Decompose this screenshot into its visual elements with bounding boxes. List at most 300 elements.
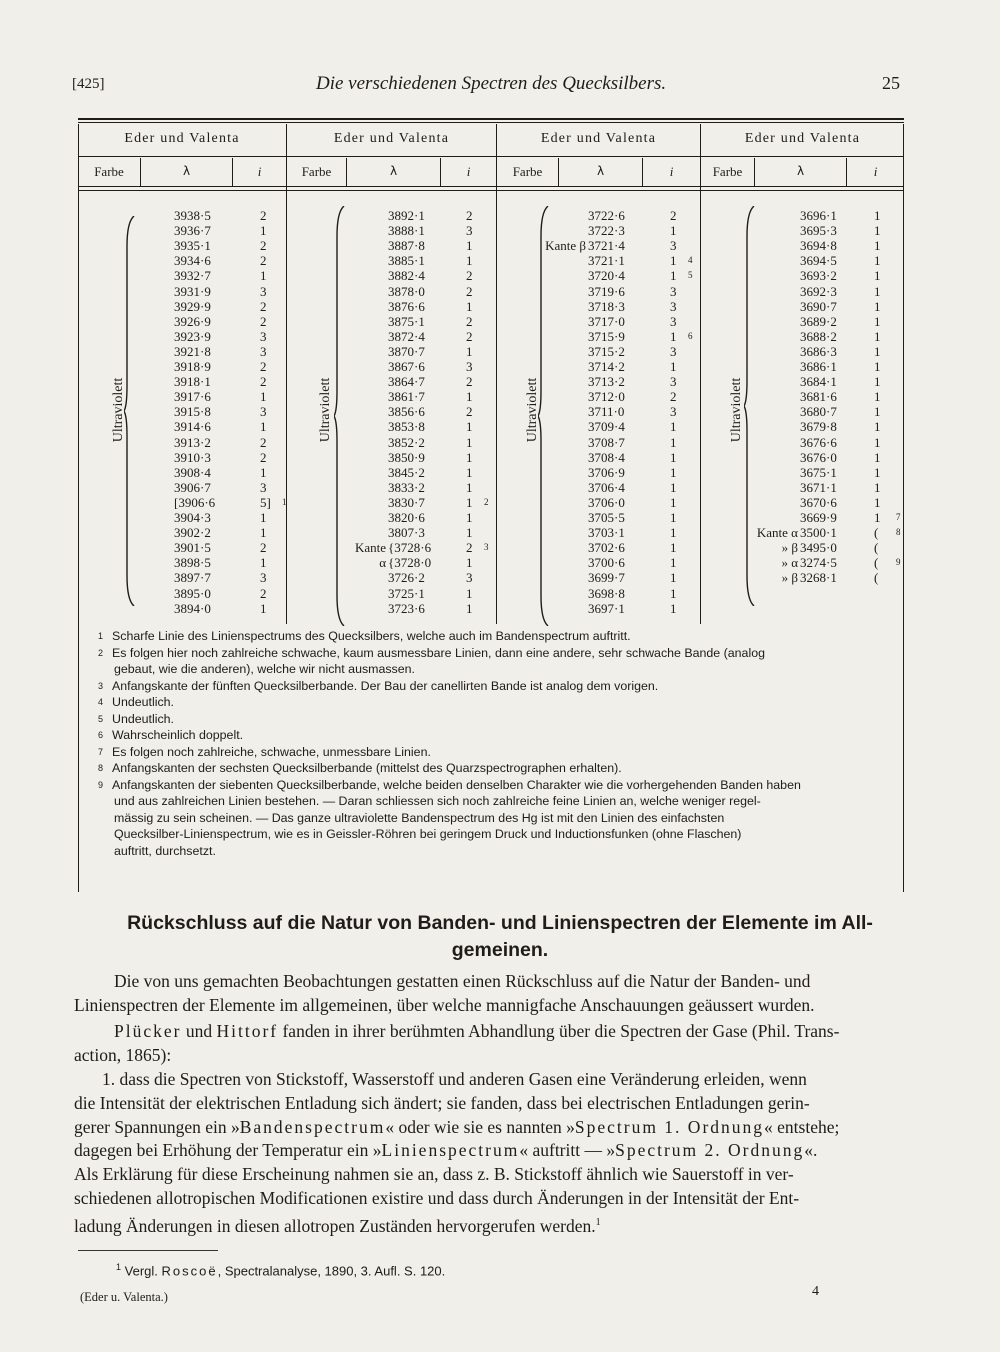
group-title: Eder und Valenta — [744, 131, 861, 146]
wavelength-value: 3904·3 — [174, 510, 211, 525]
wavelength-value: 3670·6 — [800, 494, 837, 510]
wavelength-value: 3706·9 — [588, 464, 625, 480]
table-row — [78, 253, 904, 268]
intensity-value: 3 — [466, 570, 473, 586]
table-row — [78, 284, 904, 299]
wavelength-value: 3917·6 — [174, 389, 211, 405]
table-top-rule — [78, 118, 904, 120]
wavelength-value: 3686·3 — [800, 343, 837, 359]
intensity-value: 2 — [466, 404, 473, 420]
wavelength-value: 3929·9 — [174, 298, 211, 314]
wavelength-value: 3878·0 — [388, 283, 425, 299]
table-row — [78, 465, 904, 480]
intensity-value: 1 — [466, 298, 473, 314]
wavelength-value: 3694·8 — [800, 238, 837, 254]
wavelength-value: 3717·0 — [588, 313, 625, 329]
table-footnote-continued: mässig zu sein scheinen. — Das ganze ultraviolette Bandenspectrum des Hg ist mit den Linien des einfachsten — [114, 810, 725, 825]
group-title: Eder und Valenta — [333, 131, 450, 146]
intensity-value: 1 — [260, 525, 267, 541]
wavelength-value: 3718·3 — [588, 298, 625, 314]
intensity-value: 3 — [260, 328, 267, 344]
table-row — [78, 586, 904, 601]
wavelength-value: 3892·1 — [388, 208, 425, 223]
spectral-lines-table — [78, 112, 904, 892]
intensity-value: 2 — [260, 449, 267, 465]
footnote-marker: 1 — [595, 1216, 601, 1228]
wavelength-value: 3725·1 — [388, 585, 425, 601]
table-row — [78, 419, 904, 434]
paragraph-2: Plücker und Hittorf fanden in ihrer berühmten Abhandlung über die Spectren der Gase (Phil. Trans- action, 1865): — [74, 1021, 840, 1065]
intensity-value: 2 — [466, 208, 473, 223]
table-row — [78, 555, 904, 570]
footnote-marker: 3 — [484, 542, 489, 553]
wavelength-value: 3830·7 — [388, 494, 425, 510]
row-label: Kante β — [545, 238, 586, 254]
col-header-intensity: i — [257, 164, 262, 179]
intensity-value: 1 — [466, 238, 473, 254]
wavelength-value: 3721·4 — [588, 238, 625, 254]
wavelength-value: 3867·6 — [388, 359, 425, 374]
wavelength-value: 3708·7 — [588, 434, 625, 450]
intensity-value: 1 — [466, 600, 473, 616]
wavelength-value: 3686·1 — [800, 359, 837, 374]
wavelength-value: 3675·1 — [800, 464, 837, 480]
wavelength-value: 3714·2 — [588, 359, 625, 374]
table-row — [78, 540, 904, 555]
footnote-marker: 5 — [688, 270, 693, 281]
wavelength-value: 3936·7 — [174, 223, 211, 239]
wavelength-value: 3926·9 — [174, 313, 211, 329]
wavelength-value: 3876·6 — [388, 298, 425, 314]
row-label: Kante α — [756, 525, 798, 541]
wavelength-value: 3709·4 — [588, 419, 625, 435]
table-row — [78, 450, 904, 465]
intensity-value: 3 — [670, 404, 677, 420]
wavelength-value: 3703·1 — [588, 525, 625, 541]
table-row — [78, 238, 904, 253]
intensity-value: 1 — [670, 585, 677, 601]
wavelength-value: 3500·1 — [800, 525, 837, 541]
wavelength-value: 3938·5 — [174, 208, 211, 223]
table-row — [78, 435, 904, 450]
intensity-value: 1 — [874, 253, 881, 269]
farbe-ultraviolett-label: Ultraviolett — [111, 377, 126, 443]
col-header-farbe: Farbe — [94, 164, 124, 179]
header-divider — [78, 156, 904, 157]
wavelength-value: 3908·4 — [174, 464, 211, 480]
table-row — [78, 601, 904, 616]
intensity-value: 1 — [260, 223, 267, 239]
col-header-intensity: i — [873, 164, 878, 179]
table-footnote: 7 Es folgen noch zahlreiche, schwache, unmessbare Linien. — [98, 744, 431, 759]
intensity-value: 1 — [466, 479, 473, 495]
table-row — [78, 570, 904, 585]
intensity-value: 1 — [260, 555, 267, 571]
wavelength-value: 3914·6 — [174, 419, 211, 435]
intensity-value: 1 — [466, 343, 473, 359]
intensity-value: 1 — [874, 404, 881, 420]
wavelength-value: 3688·2 — [800, 328, 837, 344]
intensity-value: 1 — [670, 570, 677, 586]
intensity-value: ( — [874, 555, 879, 571]
wavelength-value: 3713·2 — [588, 374, 625, 390]
intensity-value: 2 — [466, 283, 473, 299]
table-footnote-continued: und aus zahlreichen Linien bestehen. — Daran schliessen sich noch zahlreiche feine Linien an, welche weniger regel- — [114, 794, 761, 808]
wavelength-value: 3897·7 — [174, 570, 211, 586]
wavelength-value: 3715·2 — [588, 343, 625, 359]
intensity-value: 1 — [466, 494, 473, 510]
wavelength-value: 3698·8 — [588, 585, 625, 601]
intensity-value: 1 — [260, 510, 267, 525]
intensity-value: 1 — [874, 313, 881, 329]
wavelength-value: 3689·2 — [800, 313, 837, 329]
row-label: α — [379, 555, 386, 571]
wavelength-value: 3695·3 — [800, 223, 837, 239]
intensity-value: 1 — [260, 600, 267, 616]
intensity-value: 2 — [260, 238, 267, 254]
table-footnote: 9 Anfangskanten der siebenten Quecksilberbande, welche beiden denselben Charakter wie die vorhergehenden Banden haben — [98, 777, 801, 792]
wavelength-value: 3887·8 — [388, 238, 425, 254]
intensity-value: 1 — [466, 449, 473, 465]
intensity-value: 2 — [466, 268, 473, 284]
col-header-intensity: i — [466, 164, 471, 179]
intensity-value: 5] — [260, 494, 271, 510]
wavelength-value: 3856·6 — [388, 404, 425, 420]
intensity-value: 2 — [466, 540, 473, 556]
intensity-value: 1 — [670, 510, 677, 525]
wavelength-value: 3932·7 — [174, 268, 211, 284]
intensity-value: 3 — [670, 343, 677, 359]
wavelength-value: 3723·6 — [388, 600, 425, 616]
farbe-ultraviolett-label: Ultraviolett — [729, 377, 744, 443]
signature-sheet-number: 4 — [812, 1284, 819, 1299]
table-footnote: 6 Wahrscheinlich doppelt. — [98, 728, 244, 742]
intensity-value: 1 — [670, 268, 677, 284]
wavelength-value: 3694·5 — [800, 253, 837, 269]
wavelength-value: 3681·6 — [800, 389, 837, 405]
farbe-ultraviolett-label: Ultraviolett — [318, 377, 333, 443]
wavelength-value: 3705·5 — [588, 510, 625, 525]
intensity-value: 1 — [260, 419, 267, 435]
intensity-value: 1 — [466, 585, 473, 601]
col-header-lambda: λ — [182, 164, 191, 178]
wavelength-value: 3712·0 — [588, 389, 625, 405]
table-row — [78, 374, 904, 389]
wavelength-value: {3728·0 — [388, 555, 432, 571]
wavelength-value: 3697·1 — [588, 600, 625, 616]
wavelength-value: 3274·5 — [800, 555, 837, 571]
intensity-value: 1 — [874, 208, 881, 223]
intensity-value: 1 — [874, 223, 881, 239]
wavelength-value: 3864·7 — [388, 374, 425, 390]
section-heading: Rückschluss auf die Natur von Banden- und Linienspectren der Elemente im All- gemeinen. — [127, 912, 873, 961]
wavelength-value: 3898·5 — [174, 555, 211, 571]
intensity-value: 3 — [260, 570, 267, 586]
intensity-value: 1 — [466, 434, 473, 450]
intensity-value: 1 — [874, 434, 881, 450]
wavelength-value: 3882·4 — [388, 268, 425, 284]
intensity-value: 2 — [670, 208, 677, 223]
intensity-value: 3 — [260, 404, 267, 420]
wavelength-value: [3906·6 — [174, 494, 216, 510]
header-bottom-rule-2 — [78, 190, 904, 191]
table-footnote: 8 Anfangskanten der sechsten Quecksilberbande (mittelst des Quarzspectrographen erhalten). — [98, 761, 622, 775]
wavelength-value: 3875·1 — [388, 313, 425, 329]
row-label: » β — [781, 540, 798, 556]
wavelength-value: 3870·7 — [388, 343, 425, 359]
wavelength-value: 3268·1 — [800, 570, 837, 586]
table-footnote-continued: Quecksilber-Linienspectrum, wie es in Geissler-Röhren bei geringem Druck und Inductionsfunken (ohne Flaschen) — [114, 827, 742, 841]
wavelength-value: 3726·2 — [388, 570, 425, 586]
paragraph-3: 1. dass die Spectren von Stickstoff, Wasserstoff und anderen Gasen eine Veränderung erleiden, wenn die Intensität der elektrischen Entladung sich ändert; sie fanden, dass bei electrischen Entladungen gerin- gerer Spannungen ein »Bandenspectrum« oder wie sie es nannten »Spectrum 1. Ordnung« entstehe; dagegen bei Erhöhung der Temperatur ein »Linienspectrum« auftritt — »Spectrum 2. Ordnung«. Als Erklärung für diese Erscheinung nahmen sie an, dass z. B. Stickstoff ähnlich wie Sauerstoff in ver- schiedenen allotropischen Modificationen existire und dass durch Änderungen in der Intensität der Ent- ladung Änderungen in diesen allotropen Zuständen hervorgerufen werden.$^1$ — [74, 1069, 840, 1236]
wavelength-value: 3692·3 — [800, 283, 837, 299]
intensity-value: 1 — [874, 359, 881, 374]
intensity-value: 2 — [260, 208, 267, 223]
wavelength-value: 3852·2 — [388, 434, 425, 450]
wavelength-value: 3895·0 — [174, 585, 211, 601]
intensity-value: 1 — [466, 555, 473, 571]
wavelength-value: 3807·3 — [388, 525, 425, 541]
intensity-value: 1 — [874, 283, 881, 299]
intensity-value: 1 — [466, 389, 473, 405]
page-bracket-number: [425] — [72, 76, 105, 92]
intensity-value: 1 — [874, 238, 881, 254]
wavelength-value: 3699·7 — [588, 570, 625, 586]
farbe-ultraviolett-label: Ultraviolett — [525, 377, 540, 443]
intensity-value: 1 — [874, 494, 881, 510]
intensity-value: 1 — [466, 419, 473, 435]
table-footnote: 2 Es folgen hier noch zahlreiche schwache, kaum ausmessbare Linien, dann eine andere, sehr schwache Bande (analog — [98, 645, 765, 660]
intensity-value: 1 — [670, 253, 677, 269]
intensity-value: 1 — [670, 449, 677, 465]
intensity-value: 2 — [466, 328, 473, 344]
col-header-intensity: i — [669, 164, 674, 179]
wavelength-value: 3850·9 — [388, 449, 425, 465]
table-footnote: 4 Undeutlich. — [98, 695, 174, 709]
intensity-value: 1 — [466, 253, 473, 269]
intensity-value: 1 — [260, 464, 267, 480]
wavelength-value: 3680·7 — [800, 404, 837, 420]
intensity-value: 1 — [874, 298, 881, 314]
paragraph-1: Die von uns gemachten Beobachtungen gestatten einen Rückschluss auf die Natur der Banden- und Linienspectren der Elemente im allgemeinen, über welche mannigfache Anschauungen geäussert wurden. — [74, 971, 815, 1015]
intensity-value: 1 — [670, 540, 677, 556]
group-title: Eder und Valenta — [124, 131, 240, 146]
intensity-value: 2 — [260, 540, 267, 556]
intensity-value: 3 — [466, 359, 473, 374]
wavelength-value: 3935·1 — [174, 238, 211, 254]
wavelength-value: 3711·0 — [588, 404, 625, 420]
table-row — [78, 299, 904, 314]
wavelength-value: 3902·2 — [174, 525, 211, 541]
table-footnotes — [98, 628, 888, 859]
intensity-value: 2 — [466, 313, 473, 329]
table-row — [78, 525, 904, 540]
intensity-value: 3 — [260, 283, 267, 299]
table-row — [78, 359, 904, 374]
wavelength-value: 3669·9 — [800, 510, 837, 525]
wavelength-value: 3722·3 — [588, 223, 625, 239]
intensity-value: 3 — [260, 479, 267, 495]
wavelength-value: 3910·3 — [174, 449, 211, 465]
intensity-value: 1 — [260, 268, 267, 284]
col-header-farbe: Farbe — [712, 164, 743, 179]
footnote-marker: 9 — [896, 557, 901, 568]
intensity-value: 1 — [874, 374, 881, 390]
intensity-value: 2 — [260, 434, 267, 450]
table-row — [78, 314, 904, 329]
intensity-value: 2 — [260, 313, 267, 329]
header-bottom-rule — [78, 186, 904, 187]
footnote-rule — [78, 1250, 218, 1251]
col-header-lambda: λ — [596, 164, 605, 178]
table-row — [78, 510, 904, 525]
intensity-value: 3 — [466, 223, 473, 239]
wavelength-value: 3720·4 — [588, 268, 625, 284]
footnote-marker: 2 — [484, 496, 489, 507]
intensity-value: 1 — [874, 464, 881, 480]
intensity-value: ( — [874, 525, 879, 541]
wavelength-value: 3872·4 — [388, 328, 425, 344]
intensity-value: 1 — [670, 479, 677, 495]
intensity-value: 1 — [874, 479, 881, 495]
wavelength-value: 3918·1 — [174, 374, 211, 390]
intensity-value: 1 — [466, 464, 473, 480]
wavelength-value: 3684·1 — [800, 374, 837, 390]
wavelength-value: 3676·6 — [800, 434, 837, 450]
table-row — [78, 268, 904, 283]
table-footnote-continued: auftritt, durchsetzt. — [114, 843, 216, 858]
intensity-value: 1 — [874, 510, 881, 525]
col-header-lambda: λ — [389, 164, 398, 178]
intensity-value: 1 — [670, 434, 677, 450]
intensity-value: 2 — [260, 585, 267, 601]
table-row — [78, 329, 904, 344]
table-row — [78, 495, 904, 510]
wavelength-value: 3706·4 — [588, 479, 625, 495]
wavelength-value: 3901·5 — [174, 540, 211, 556]
wavelength-value: 3715·9 — [588, 328, 625, 344]
intensity-value: 1 — [670, 359, 677, 374]
wavelength-value: 3861·7 — [388, 389, 425, 405]
wavelength-value: 3820·6 — [388, 510, 425, 525]
col-header-lambda: λ — [796, 164, 805, 178]
wavelength-value: 3906·7 — [174, 479, 211, 495]
intensity-value: ( — [874, 540, 879, 556]
footnote-marker: 7 — [896, 512, 901, 522]
intensity-value: 1 — [670, 494, 677, 510]
intensity-value: 1 — [874, 328, 881, 344]
col-header-farbe: Farbe — [512, 164, 543, 179]
page-footnote: $^1$ Vergl. Roscoë, Spectralanalyse, 1890, 3. Aufl. S. 120. — [116, 1262, 446, 1279]
wavelength-value: 3923·9 — [174, 328, 211, 344]
table-row — [78, 208, 904, 223]
intensity-value: 1 — [260, 389, 267, 405]
intensity-value: 1 — [670, 223, 677, 239]
intensity-value: 1 — [466, 510, 473, 525]
footnote-marker: 4 — [688, 255, 693, 266]
table-top-rule-thin — [78, 122, 904, 123]
wavelength-value: 3702·6 — [588, 540, 625, 556]
wavelength-value: 3721·1 — [588, 253, 625, 269]
wavelength-value: 3693·2 — [800, 268, 837, 284]
intensity-value: 2 — [670, 389, 677, 405]
intensity-value: 1 — [670, 328, 677, 344]
col-header-farbe: Farbe — [301, 164, 332, 179]
wavelength-value: 3679·8 — [800, 419, 837, 435]
running-title: Die verschiedenen Spectren des Quecksilbers. — [316, 73, 667, 94]
wavelength-value: 3885·1 — [388, 253, 425, 269]
table-row — [78, 344, 904, 359]
wavelength-value: 3690·7 — [800, 298, 837, 314]
group-title: Eder und Valenta — [540, 131, 657, 146]
row-label: » β — [781, 570, 798, 586]
intensity-value: 1 — [466, 525, 473, 541]
page-number: 25 — [882, 73, 900, 93]
wavelength-value: 3706·0 — [588, 494, 625, 510]
table-footnote: 5 Undeutlich. — [98, 711, 174, 726]
wavelength-value: 3708·4 — [588, 449, 625, 465]
footnote-marker: 1 — [282, 496, 287, 507]
wavelength-value: 3676·0 — [800, 449, 837, 465]
intensity-value: 1 — [670, 464, 677, 480]
wavelength-value: 3934·6 — [174, 253, 211, 269]
wavelength-value: 3853·8 — [388, 419, 425, 435]
intensity-value: 1 — [670, 419, 677, 435]
wavelength-value: 3894·0 — [174, 600, 211, 616]
intensity-value: 1 — [670, 600, 677, 616]
intensity-value: 3 — [260, 343, 267, 359]
intensity-value: ( — [874, 570, 879, 586]
intensity-value: 2 — [260, 359, 267, 374]
wavelength-value: 3700·6 — [588, 555, 625, 571]
intensity-value: 2 — [466, 374, 473, 390]
intensity-value: 2 — [260, 298, 267, 314]
intensity-value: 2 — [260, 374, 267, 390]
wavelength-value: 3722·6 — [588, 208, 625, 223]
table-row — [78, 223, 904, 238]
intensity-value: 3 — [670, 283, 677, 299]
wavelength-value: 3719·6 — [588, 283, 625, 299]
intensity-value: 1 — [874, 343, 881, 359]
wavelength-value: 3671·1 — [800, 479, 837, 495]
wavelength-value: 3931·9 — [174, 283, 211, 299]
wavelength-value: 3913·2 — [174, 434, 211, 450]
table-row — [78, 389, 904, 404]
intensity-value: 1 — [874, 389, 881, 405]
intensity-value: 1 — [670, 555, 677, 571]
row-label: » α — [781, 555, 798, 571]
footnote-marker: 6 — [688, 330, 693, 341]
row-label: Kante — [354, 540, 386, 556]
wavelength-value: 3845·2 — [388, 464, 425, 480]
table-row — [78, 404, 904, 419]
intensity-value: 3 — [670, 238, 677, 254]
intensity-value: 3 — [670, 374, 677, 390]
wavelength-value: 3696·1 — [800, 208, 837, 223]
table-footnote: 3 Anfangskante der fünften Quecksilberbande. Der Bau der canellirten Bande ist analog dem vorigen. — [98, 678, 659, 693]
intensity-value: 1 — [874, 268, 881, 284]
intensity-value: 3 — [670, 313, 677, 329]
footnote-marker: 8 — [896, 527, 901, 538]
table-footnote: 1 Scharfe Linie des Linienspectrums des Quecksilbers, welche auch im Bandenspectrum auftritt. — [98, 629, 631, 643]
wavelength-value: 3915·8 — [174, 404, 211, 420]
wavelength-value: 3921·8 — [174, 343, 211, 359]
wavelength-value: 3918·9 — [174, 359, 211, 374]
table-row — [78, 480, 904, 495]
wavelength-value: 3888·1 — [388, 223, 425, 239]
intensity-value: 3 — [670, 298, 677, 314]
intensity-value: 1 — [874, 449, 881, 465]
